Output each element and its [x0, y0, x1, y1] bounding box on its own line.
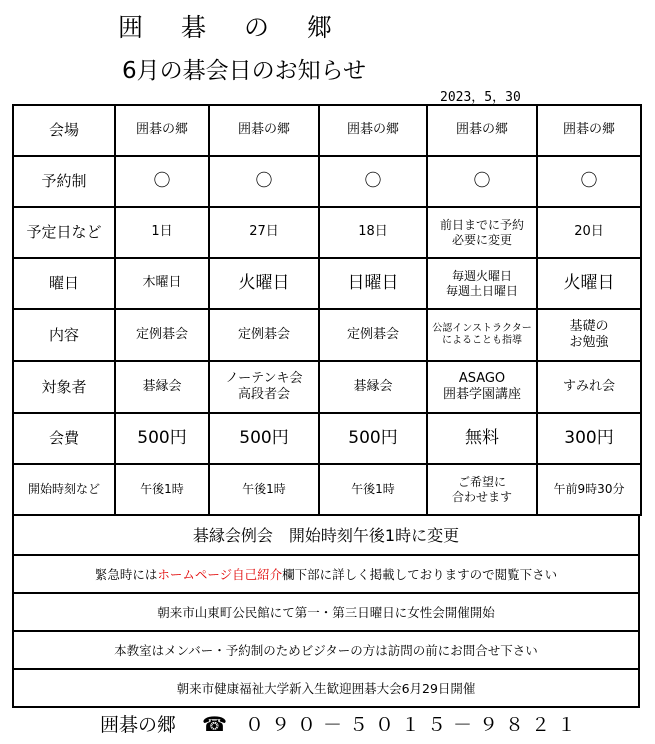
- table-cell: 囲碁の郷: [319, 105, 427, 156]
- page-title: 囲碁の郷: [118, 13, 371, 42]
- table-cell: 20日: [537, 207, 641, 258]
- notice-visitors: 本教室はメンバー・予約制のためビジターの方は訪問の前にお問合せ下さい: [12, 632, 640, 670]
- table-cell: 火曜日: [209, 258, 319, 309]
- table-cell: 1日: [115, 207, 209, 258]
- table-cell: 午後1時: [115, 464, 209, 515]
- phone-number[interactable]: ０９０－５０１５－９８２１: [244, 714, 583, 736]
- table-row: [13, 258, 641, 309]
- table-cell: 定例碁会: [115, 309, 209, 361]
- table-cell: すみれ会: [537, 361, 641, 413]
- row-label: 会場: [13, 105, 115, 156]
- table-cell: 碁縁会: [115, 361, 209, 413]
- table-cell: 囲碁の郷: [209, 105, 319, 156]
- table-cell: 定例碁会: [319, 309, 427, 361]
- row-label: 開始時刻など: [13, 464, 115, 515]
- table-cell: 囲碁の郷: [537, 105, 641, 156]
- table-cell: 午後1時: [319, 464, 427, 515]
- table-cell: 基礎の お勉強: [537, 309, 641, 361]
- notice-main: 碁縁会例会 開始時刻午後1時に変更: [12, 514, 640, 556]
- schedule-table: [12, 104, 642, 516]
- row-label: 予約制: [13, 156, 115, 207]
- table-row: [13, 207, 641, 258]
- table-cell: 18日: [319, 207, 427, 258]
- table-row: [13, 361, 641, 413]
- table-cell: 〇: [209, 156, 319, 207]
- table-cell: 〇: [115, 156, 209, 207]
- table-cell: 〇: [319, 156, 427, 207]
- table-row: [13, 156, 641, 207]
- table-cell: ノーテンキ会 高段者会: [209, 361, 319, 413]
- table-row: [13, 309, 641, 361]
- table-cell: 500円: [115, 413, 209, 464]
- row-label: 対象者: [13, 361, 115, 413]
- row-label: 会費: [13, 413, 115, 464]
- table-cell: 火曜日: [537, 258, 641, 309]
- notice-list: [12, 514, 640, 708]
- table-cell: 定例碁会: [209, 309, 319, 361]
- table-cell: 〇: [537, 156, 641, 207]
- table-cell: 前日までに予約 必要に変更: [427, 207, 537, 258]
- table-cell: 午前9時30分: [537, 464, 641, 515]
- table-cell: ASAGO 囲碁学園講座: [427, 361, 537, 413]
- table-cell: 27日: [209, 207, 319, 258]
- table-cell: 碁縁会: [319, 361, 427, 413]
- table-cell: 〇: [427, 156, 537, 207]
- table-cell: 300円: [537, 413, 641, 464]
- footer-contact: [100, 710, 583, 737]
- table-cell: 公認インストラクター によることも指導: [427, 309, 537, 361]
- notice-text: 緊急時には: [94, 567, 158, 582]
- table-cell: 500円: [209, 413, 319, 464]
- telephone-icon: ☎: [202, 711, 227, 736]
- row-label: 曜日: [13, 258, 115, 309]
- table-cell: 日曜日: [319, 258, 427, 309]
- notice-tournament: 朝来市健康福祉大学新入生歓迎囲碁大会6月29日開催: [12, 670, 640, 708]
- table-row: [13, 105, 641, 156]
- table-cell: 午後1時: [209, 464, 319, 515]
- table-cell: 囲碁の郷: [115, 105, 209, 156]
- notice-emergency: [12, 556, 640, 594]
- table-row: [13, 464, 641, 515]
- page-subtitle: 6月の碁会日のお知らせ: [122, 58, 366, 84]
- notice-text: 欄下部に詳しく掲載しておりますので閲覧下さい: [282, 567, 558, 582]
- table-row: [13, 413, 641, 464]
- row-label: 内容: [13, 309, 115, 361]
- row-label: 予定日など: [13, 207, 115, 258]
- table-cell: 木曜日: [115, 258, 209, 309]
- table-cell: 毎週火曜日 毎週土日曜日: [427, 258, 537, 309]
- homepage-link[interactable]: ホームページ自己紹介: [157, 567, 283, 582]
- table-cell: ご希望に 合わせます: [427, 464, 537, 515]
- table-cell: 囲碁の郷: [427, 105, 537, 156]
- table-cell: 500円: [319, 413, 427, 464]
- footer-name: 囲碁の郷: [100, 714, 177, 736]
- notice-date: 2023，5，30: [440, 90, 521, 105]
- notice-womens-club: 朝来市山東町公民館にて第一・第三日曜日に女性会開催開始: [12, 594, 640, 632]
- table-cell: 無料: [427, 413, 537, 464]
